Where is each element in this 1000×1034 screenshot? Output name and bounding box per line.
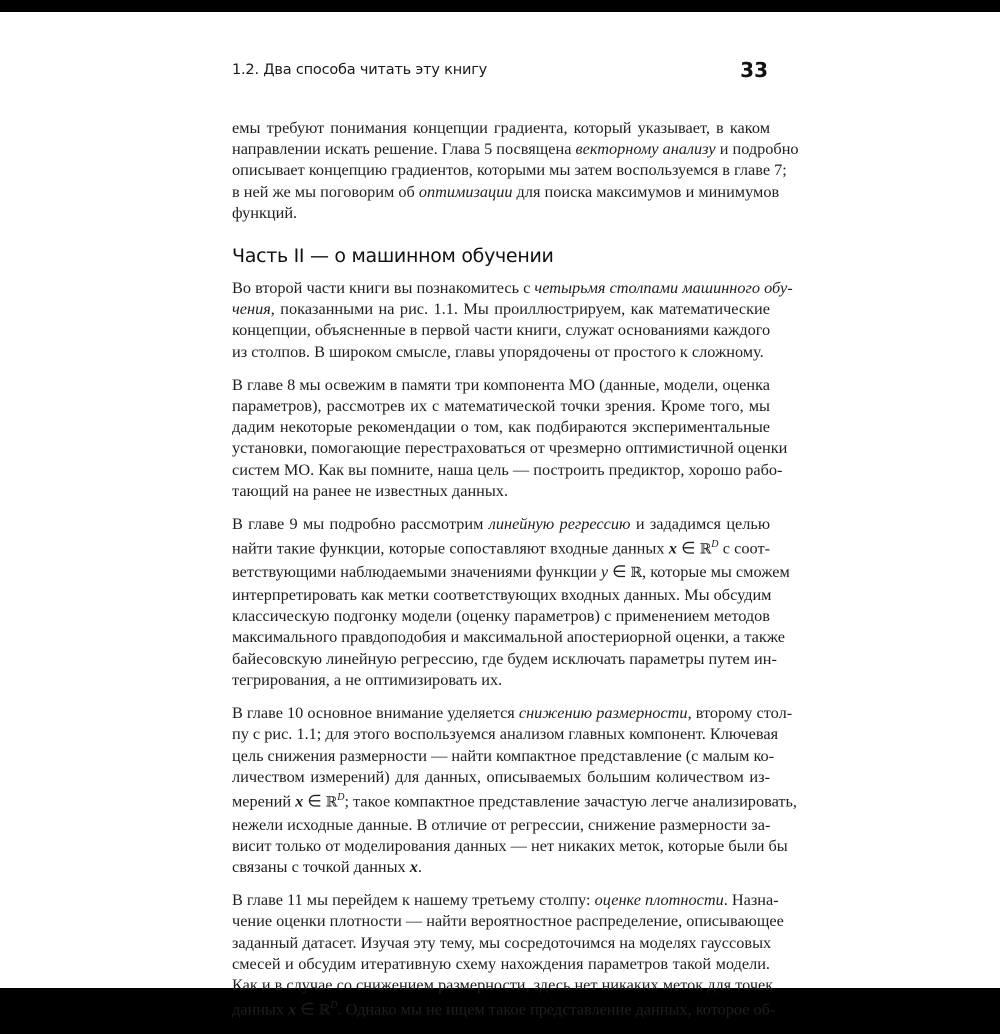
emphasis-term: снижению размерности xyxy=(518,703,688,723)
math-vector: x xyxy=(409,856,418,876)
math-reals-symbol: ℝ xyxy=(630,564,643,581)
text-line: Во второй части книги вы познакомитесь с четырьмя столпами машинного обу- xyxy=(232,278,793,298)
text-line: установки, помогающие перестраховаться от чрезмерно оптимистичной оценки xyxy=(232,438,788,458)
text-line: классическую подгонку модели (оценку параметров) с применением методов xyxy=(232,606,770,626)
emphasis-term: оптимизации xyxy=(418,181,513,201)
text-line: интерпретировать как метки соответствующих входных данных. Мы обсудим xyxy=(232,585,772,605)
text-line: максимального правдоподобия и максимальной апостериорной оценки, а также xyxy=(232,627,786,647)
math-reals-symbol: ℝ xyxy=(699,541,712,558)
text-line: чения, показанными на рис. 1.1. Мы проиллюстрируем, как математические xyxy=(232,299,770,319)
text-line: дадим некоторые рекомендации о том, как подбираются экспериментальные xyxy=(232,417,770,437)
text-line: висит только от моделирования данных — нет никаких меток, которые были бы xyxy=(232,835,788,855)
text-line: связаны с точкой данных x. xyxy=(232,856,422,876)
text-line: данных x ∈ ℝ$^D$. Однако мы не ищем такое представление данных, которое об- xyxy=(232,999,776,1019)
text-line: в ней же мы поговорим об оптимизации для поиска максимумов и минимумов xyxy=(232,181,780,201)
text-line: пу с рис. 1.1; для этого воспользуемся анализом главных компонент. Ключевая xyxy=(232,724,779,744)
text-line: личеством измерений) для данных, описываемых большим количеством из- xyxy=(232,766,770,786)
math-superscript: D xyxy=(337,791,345,803)
math-vector: x xyxy=(288,999,297,1019)
text-line: направлении искать решение. Глава 5 посвящена векторному анализу и подробно xyxy=(232,139,799,159)
text-line: функций. xyxy=(232,202,298,222)
emphasis-term: четырьмя столпами машинного обу- xyxy=(534,278,793,298)
paragraph-chapter-9 xyxy=(232,513,790,690)
text-line: байесовскую линейную регрессию, где будем исключать параметры путем ин- xyxy=(232,648,777,668)
text-line: емы требуют понимания концепции градиента, который указывает, в каком xyxy=(232,118,770,137)
text-line: параметров), рассмотрев их с математической точки зрения. Кроме того, мы xyxy=(232,396,770,416)
math-variable: y xyxy=(600,561,609,581)
text-line: из столпов. В широком смысле, главы упорядочены от простого к сложному. xyxy=(232,341,764,361)
text-line: нежели исходные данные. В отличие от регрессии, снижение размерности за- xyxy=(232,814,771,834)
emphasis-term: чения xyxy=(232,299,271,319)
text-line: В главе 9 мы подробно рассмотрим линейную регрессию и зададимся целью xyxy=(232,514,770,534)
page-body xyxy=(232,117,799,1034)
section-heading: Часть II — о машинном обучении xyxy=(232,245,554,268)
text-line: В главе 11 мы перейдем к нашему третьему столпу: оценке плотности. Назна- xyxy=(232,890,779,910)
text-line: заданный датасет. Изучая эту тему, мы сосредоточимся на моделях гауссовых xyxy=(232,932,772,952)
math-reals-symbol: ℝ xyxy=(318,1002,331,1019)
text-line: смесей и обсудим итеративную схему нахождения параметров такой модели. xyxy=(232,953,770,973)
page-number: 33 xyxy=(740,58,768,82)
emphasis-term: оценке плотности xyxy=(594,890,724,910)
math-reals-symbol: ℝ xyxy=(325,794,338,811)
text-line: тегрирования, а не оптимизировать их. xyxy=(232,669,503,689)
text-line: найти такие функции, которые сопоставляют входные данных x ∈ ℝ$^D$ с соот- xyxy=(232,538,771,558)
math-superscript: D xyxy=(330,1000,338,1012)
book-page xyxy=(0,12,1000,1019)
paragraph-four-pillars xyxy=(232,277,793,362)
text-line: чение оценки плотности — найти вероятностное распределение, описывающее xyxy=(232,911,784,931)
running-head: 1.2. Два способа читать эту книгу xyxy=(232,62,488,78)
math-vector: x xyxy=(668,538,677,558)
text-line: цель снижения размерности — найти компактное представление (с малым ко- xyxy=(232,745,775,765)
paragraph-chapter-11 xyxy=(232,889,784,1022)
text-line: В главе 10 основное внимание уделяется снижению размерности, второму стол- xyxy=(232,703,793,723)
paragraph-chapter-8 xyxy=(232,374,788,501)
text-line: описывает концепцию градиентов, которыми мы затем воспользуемся в главе 7; xyxy=(232,160,787,180)
text-line: ветствующими наблюдаемыми значениями функции y ∈ ℝ, которые мы сможем xyxy=(232,561,790,581)
text-line: Как и в случае со снижением размерности, здесь нет никаких меток для точек xyxy=(232,974,774,994)
text-line: мерений x ∈ ℝ$^D$; такое компактное представление зачастую легче анализировать, xyxy=(232,791,797,811)
text-line: систем МО. Как вы помните, наша цель — построить предиктор, хорошо рабо- xyxy=(232,459,783,479)
math-vector: x xyxy=(295,791,304,811)
text-line: концепции, объясненные в первой части книги, служат основаниями каждого xyxy=(232,320,771,340)
text-line: тающий на ранее не известных данных. xyxy=(232,480,509,500)
emphasis-term: линейную регрессию xyxy=(488,514,631,534)
paragraph-gradients xyxy=(232,117,799,223)
paragraph-chapter-10 xyxy=(232,702,797,877)
text-line: В главе 8 мы освежим в памяти три компонента МО (данные, модели, оценка xyxy=(232,374,770,394)
emphasis-term: векторному анализу xyxy=(575,139,716,159)
math-superscript: D xyxy=(711,539,719,551)
